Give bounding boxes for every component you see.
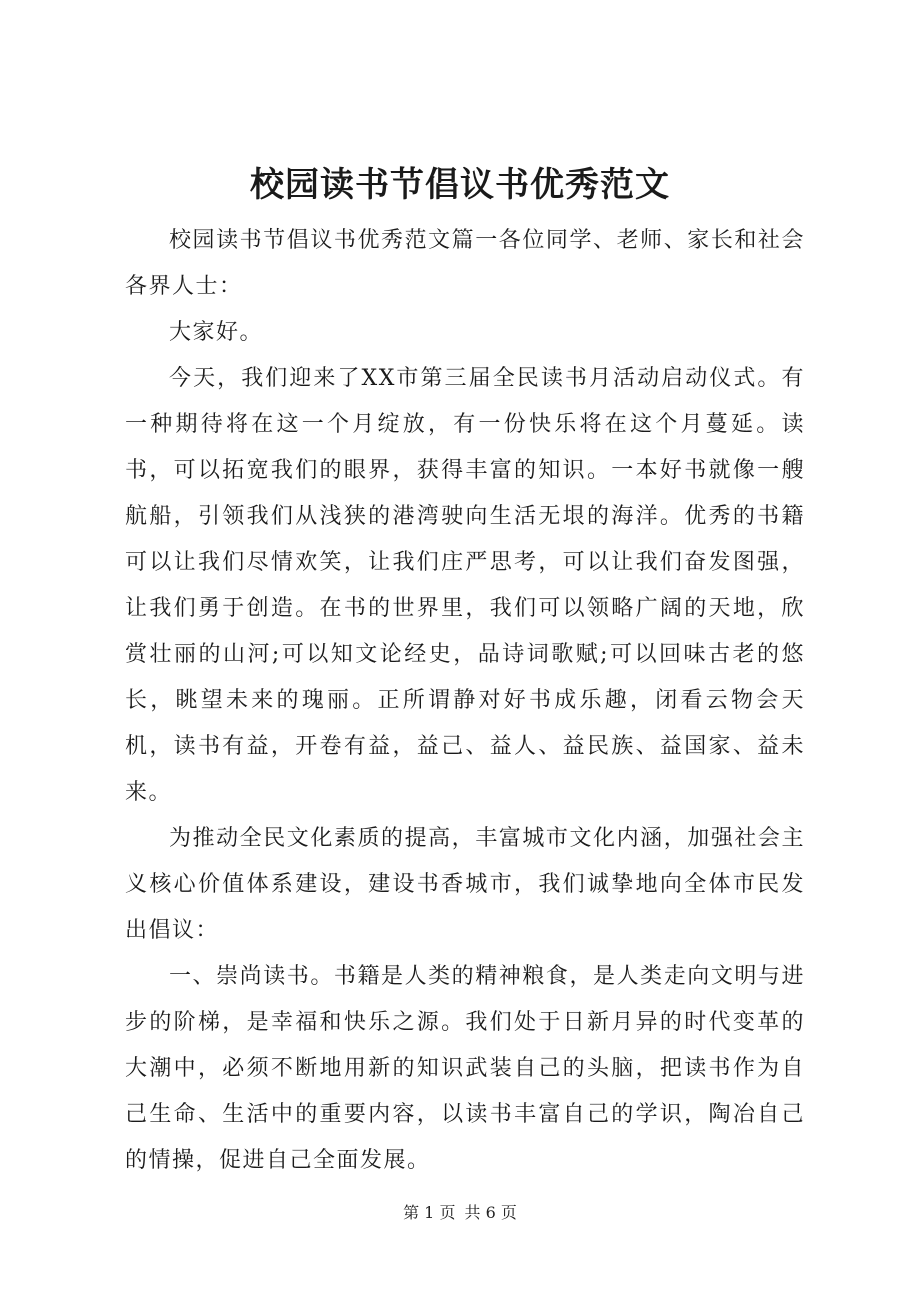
paragraph-greeting: 大家好。 — [169, 320, 264, 345]
page-number: 第 1 页 — [403, 1203, 456, 1222]
paragraph-intro: 今天，我们迎来了XX市第三届全民读书月活动启动仪式。有一种期待将在这一个月绽放，有一份快乐将在这个月蔓延。读书，可以拓宽我们的眼界，获得丰富的知识。一本好书就像一艘航船，引领我们从浅狭的港湾驶向生活无垠的海洋。优秀的书籍可以让我们尽情欢笑，让我们庄严思考，可以让我们奋发图强，让我们勇于创造。在书的世界里，我们可以领略广阔的天地，欣赏壮丽的山河;可以知文论经史，品诗词歌赋;可以回味古老的悠长，眺望未来的瑰丽。正所谓静对好书成乐趣，闭看云物会天机，读书有益，开卷有益，益己、益人、益民族、益国家、益未来。 — [125, 366, 805, 805]
page-footer — [0, 1198, 920, 1228]
document-body — [125, 218, 805, 1184]
paragraph-proposal: 为推动全民文化素质的提高，丰富城市文化内涵，加强社会主义核心价值体系建设，建设书香城市，我们诚挚地向全体市民发出倡议： — [125, 826, 805, 943]
document-title: 校园读书节倡议书优秀范文 — [250, 165, 670, 205]
paragraph-item-one: 一、崇尚读书。书籍是人类的精神粮食，是人类走向文明与进步的阶梯，是幸福和快乐之源。我们处于日新月异的时代变革的大潮中，必须不断地用新的知识武装自己的头脑，把读书作为自己生命、生活中的重要内容，以读书丰富自己的学识，陶冶自己的情操，促进自己全面发展。 — [125, 964, 805, 1173]
paragraph-salutation: 校园读书节倡议书优秀范文篇一各位同学、老师、家长和社会各界人士： — [125, 228, 805, 299]
page-total: 共 6 页 — [464, 1203, 517, 1222]
